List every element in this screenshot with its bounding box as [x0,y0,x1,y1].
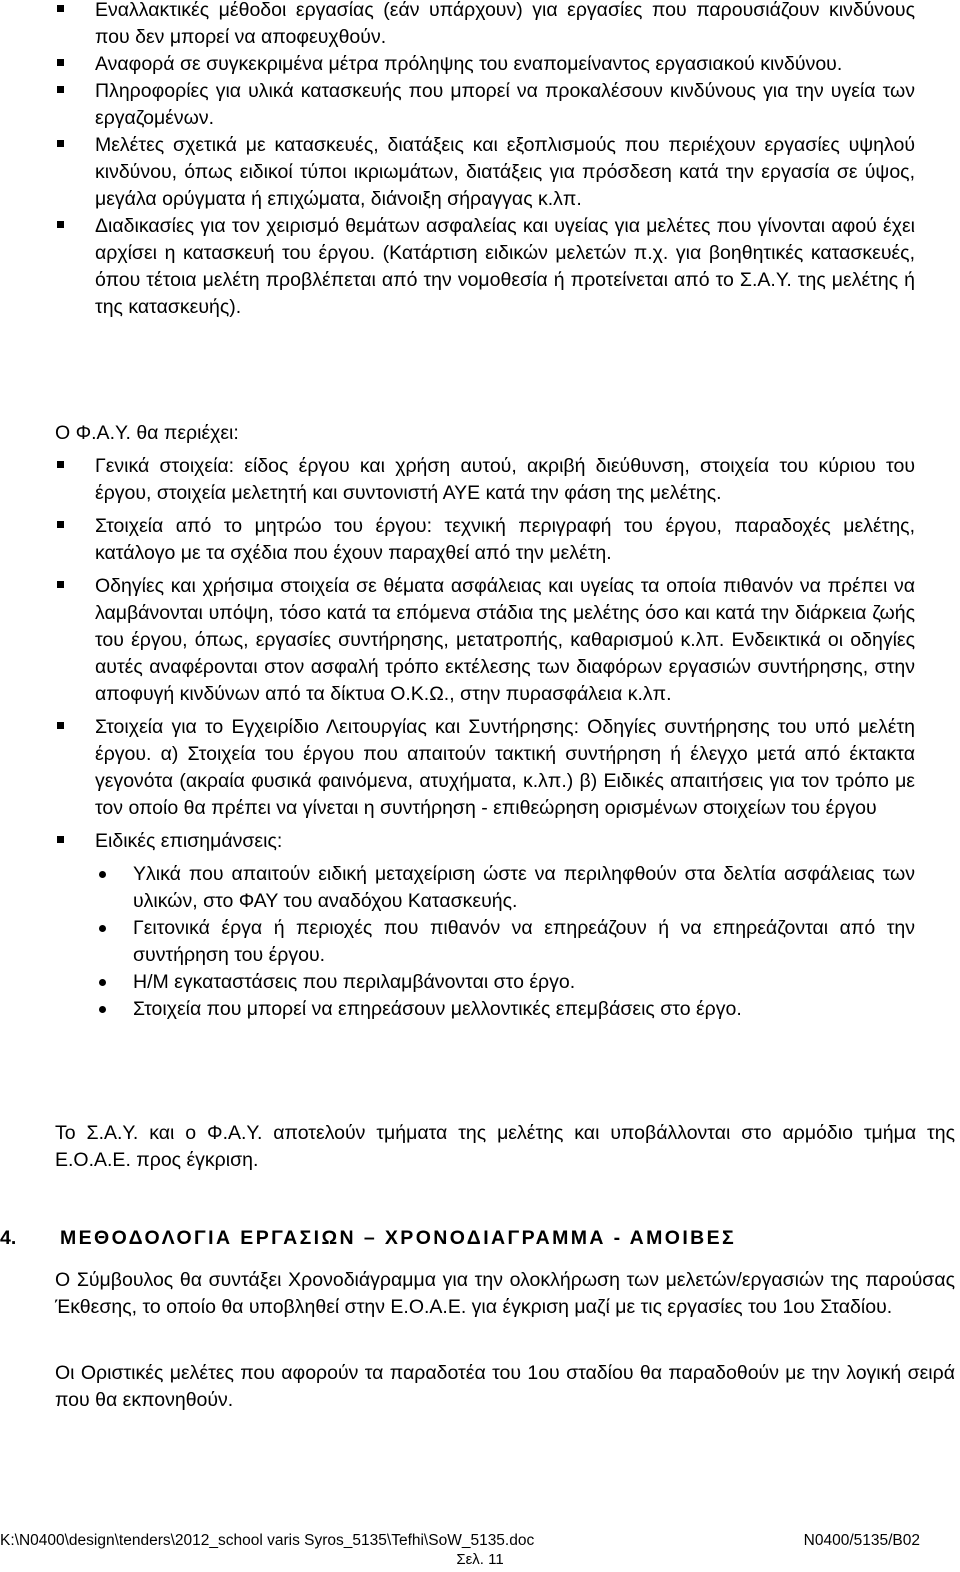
list-item: Πληροφορίες για υλικά κατασκευής που μπορεί να προκαλέσουν κινδύνους για την υγεία των εργαζομένων. [55,78,915,132]
square-bullet-icon [57,521,64,528]
square-bullet-icon [57,140,64,147]
list-item: Οδηγίες και χρήσιμα στοιχεία σε θέματα ασφάλειας και υγείας τα οποία πιθανόν να πρέπει να λαμβάνονται υπόψη, τόσο κατά τα επόμενα στάδια της μελέτης όσο και κατά την διάρκεια ζωής του έργου, όπως, εργασίες συντήρησης, μετατροπής, καθαρισμού κ.λπ. Ενδεικτικά οι οδηγίες αυτές αναφέρονται στον ασφαλή τρόπο εκτέλεσης των διαφόρων εργασιών συντήρησης, στην αποφυγή κινδύνων από τα δίκτυα Ο.Κ.Ω., στην πυρασφάλεια κ.λπ. [55,573,915,708]
list-item: Εναλλακτικές μέθοδοι εργασίας (εάν υπάρχουν) για εργασίες που παρουσιάζουν κινδύνους που δεν μπορεί να αποφευχθούν. [55,0,915,51]
section-title: ΜΕΘΟΔΟΛΟΓΙΑ ΕΡΓΑΣΙΩΝ – ΧΡΟΝΟΔΙΑΓΡΑΜΜΑ - ΑΜΟΙΒΕΣ [60,1227,737,1249]
special-notes-list [95,861,915,1023]
footer-file-path: K:\N0400\design\tenders\2012_school varis Syros_5135\Tefhi\SoW_5135.doc [0,1532,535,1549]
list-item: Στοιχεία για το Εγχειρίδιο Λειτουργίας και Συντήρησης: Οδηγίες συντήρησης του υπό μελέτη έργου. α) Στοιχεία του έργου που απαιτούν τακτική συντήρηση ή έλεγχο μετά από έκτακτα γεγονότα (ακραία φυσικά φαινόμενα, ατυχήματα, κ.λπ.) β) Ειδικές απαιτήσεις για τον τρόπο με τον οποίο θα πρέπει να γίνεται η συντήρηση - επιθεώρηση ορισμένων στοιχείων του έργου [55,714,915,822]
footer-page-number: Σελ. 11 [456,1551,504,1568]
round-bullet-icon [99,1006,106,1013]
section-paragraph: Οι Οριστικές μελέτες που αφορούν τα παραδοτέα του 1ου σταδίου θα παραδοθούν με την λογική σειρά που θα εκπονηθούν. [55,1362,955,1411]
square-bullet-icon [57,5,64,12]
square-bullet-icon [57,461,64,468]
square-bullet-icon [57,221,64,228]
square-bullet-icon [57,581,64,588]
submission-paragraph: Το Σ.Α.Υ. και ο Φ.Α.Υ. αποτελούν τμήματα της μελέτης και υποβάλλονται στο αρμόδιο τμήμα της Ε.Ο.Α.Ε. προς έγκριση. [55,1122,955,1171]
list-item: Αναφορά σε συγκεκριμένα μέτρα πρόληψης του εναπομείναντος εργασιακού κινδύνου. [55,51,915,78]
round-bullet-icon [99,979,106,986]
square-bullet-icon [57,722,64,729]
footer-document-code: N0400/5135/B02 [803,1532,920,1549]
list-item: Γενικά στοιχεία: είδος έργου και χρήση αυτού, ακριβή διεύθυνση, στοιχεία του κύριου του έργου, στοιχεία μελετητή και συντονιστή ΑΥΕ κατά την φάση της μελέτης. [55,453,915,507]
square-bullet-icon [57,59,64,66]
top-bullet-list [55,0,915,321]
list-item: Στοιχεία που μπορεί να επηρεάσουν μελλοντικές επεμβάσεις στο έργο. [95,996,915,1023]
list-item: Υλικά που απαιτούν ειδική μεταχείριση ώστε να περιληφθούν στα δελτία ασφάλειας των υλικών, στο ΦΑΥ του αναδόχου Κατασκευής. [95,861,915,915]
round-bullet-icon [99,871,106,878]
square-bullet-icon [57,86,64,93]
round-bullet-icon [99,925,106,932]
square-bullet-icon [57,836,64,843]
list-item: Η/Μ εγκαταστάσεις που περιλαμβάνονται στο έργο. [95,969,915,996]
list-item: Μελέτες σχετικά με κατασκευές, διατάξεις και εξοπλισμούς που περιέχουν εργασίες υψηλού κινδύνου, όπως ειδικοί τύποι ικριωμάτων, διατάξεις για πρόσδεση κατά την εργασία σε ύψος, μεγάλα ορύγματα ή επιχώματα, διάνοιξη σήραγγας κ.λπ. [55,132,915,213]
fay-intro: Ο Φ.Α.Υ. θα περιέχει: [55,422,239,444]
section-paragraph: Ο Σύμβουλος θα συντάξει Χρονοδιάγραμμα για την ολοκλήρωση των μελετών/εργασιών της παρούσας Έκθεσης, το οποίο θα υποβληθεί στην Ε.Ο.Α.Ε. για έγκριση μαζί με τις εργασίες του 1ου Σταδίου. [55,1269,955,1318]
list-item: Διαδικασίες για τον χειρισμό θεμάτων ασφαλείας και υγείας για μελέτες που γίνονται αφού έχει αρχίσει η κατασκευή του έργου. (Κατάρτιση ειδικών μελετών π.χ. για βοηθητικές κατασκευές, όπου τέτοια μελέτη προβλέπεται από την νομοθεσία ή προτείνεται από το Σ.Α.Υ. της μελέτης ή της κατασκευής). [55,213,915,321]
section-number: 4. [0,1227,17,1249]
fay-bullet-list [55,453,915,1023]
list-item: Γειτονικά έργα ή περιοχές που πιθανόν να επηρεάζουν ή να επηρεάζονται από την συντήρηση του έργου. [95,915,915,969]
list-item: Ειδικές επισημάνσεις: Υλικά που απαιτούν ειδική μεταχείριση ώστε να περιληφθούν στα δελτία ασφάλειας των υλικών, στο ΦΑΥ του αναδόχου Κατασκευής. Γειτονικά έργα ή περιοχές που πιθανόν να επηρεάζουν ή να επηρεάζονται από την συντήρηση του έργου. Η/Μ εγκαταστάσεις που περιλαμβάνονται στο έργο. Στοιχεία που μπορεί να επηρεάσουν μελλοντικές επεμβάσεις στο έργο. [55,828,915,1023]
list-item: Στοιχεία από το μητρώο του έργου: τεχνική περιγραφή του έργου, παραδοχές μελέτης, κατάλογο με τα σχέδια που έχουν παραχθεί από την μελέτη. [55,513,915,567]
